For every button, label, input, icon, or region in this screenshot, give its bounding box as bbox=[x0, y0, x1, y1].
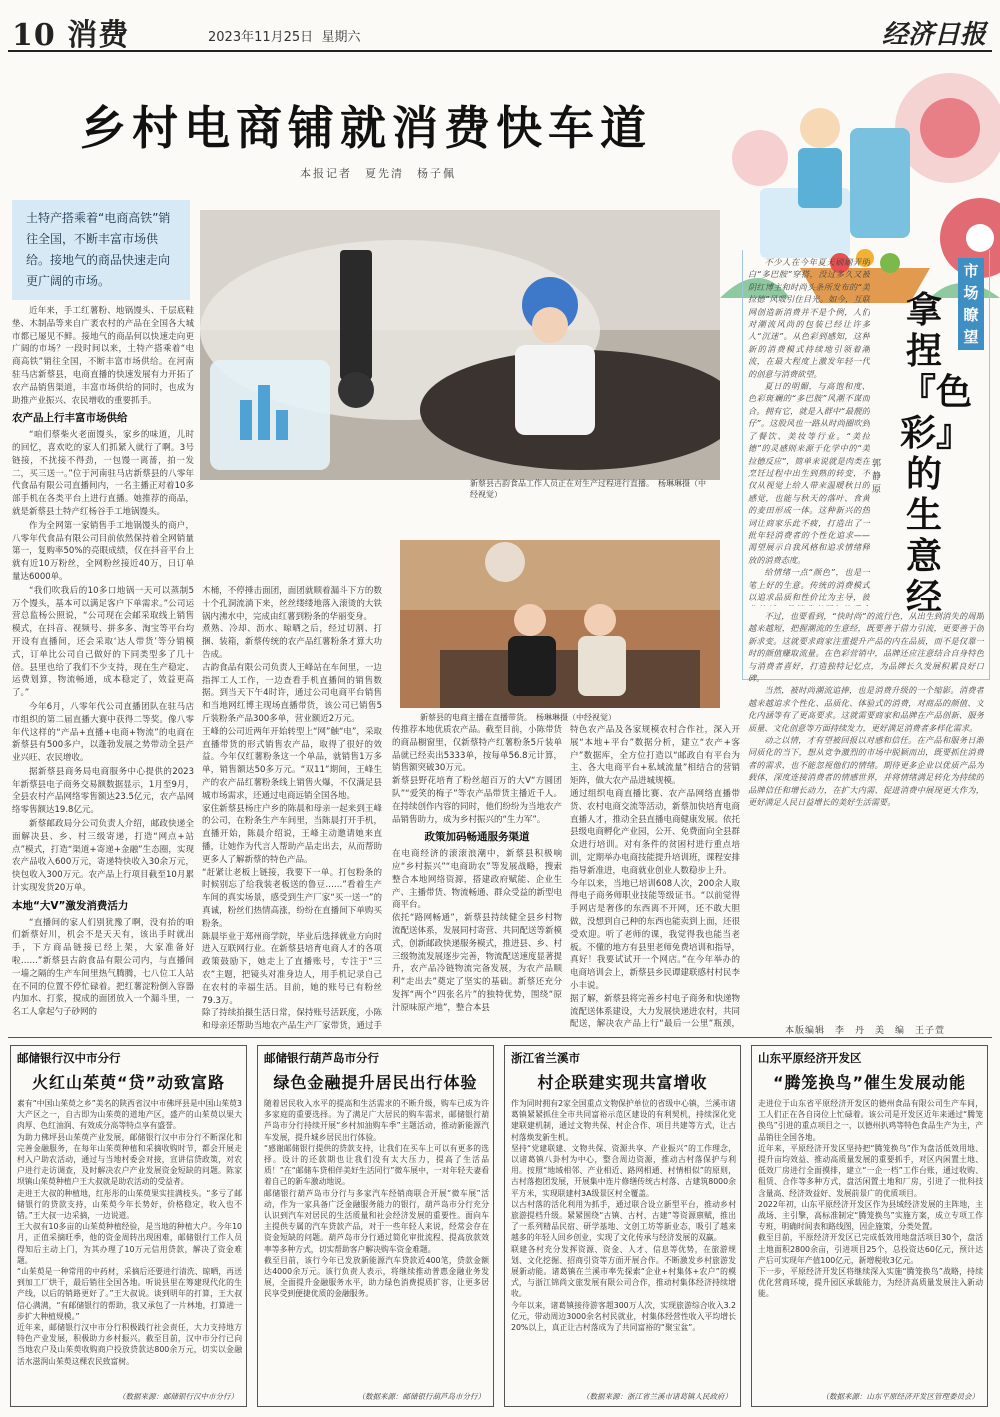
article-byline: 本报记者 夏先清 杨子佩 bbox=[300, 167, 456, 180]
ad-block-2 bbox=[257, 1045, 494, 1407]
subhead-2: 本地“大V”激发消费活力 bbox=[12, 899, 129, 912]
article-headline: 乡村电商铺就消费快车道 bbox=[80, 101, 652, 155]
ads-divider bbox=[8, 1037, 992, 1038]
photo-caption-2: 新蔡县的电商主播在直播带货。 杨琳琳摄（中经视觉） bbox=[420, 713, 616, 722]
newspaper-logo: 经济日报 bbox=[881, 20, 986, 50]
ad-block-4 bbox=[751, 1045, 988, 1407]
article-column-3: 传推荐本地优质农产品。截至目前，小陈带货的商品橱窗里，仅新蔡特产红薯粉条5斤装单品就已经卖出5333单，按每单56.8元计算，销售额突破30万元。 新蔡县野花培育了粉丝超百万的大V“方圆团队”“爱笑的梅子”等农产品带货主播近千人。在持续创作内容的同时，他们纷纷为当地农产品销售助力，成为乡村振兴的“生力军”。 政策加码畅通服务渠道 在电商经济的滚滚浪潮中，新蔡县积极响应“乡村振兴”“电商助农”等发展战略，搜索整合本地网络资源，搭建政府赋能、企业生产、主播带货、物流畅通、群众受益的新型电商平台。 依托“路网畅通”，新蔡县持续健全县乡村物流配送体系，发展同村寄营、共同配送等新模式，创新邮政快递服务模式，推进县、乡、村三级物流发展逐步完善，物流配送速度显著提升，农产品冷链物流完备发展，为农产品顺利“走出去”奠定了坚实的基础。新蔡还充分发挥“两个“四张名片”的独特优势，围绕“原汁原味原产地”，整合本县 bbox=[392, 725, 562, 1013]
sidebar-tag: 市场瞭望 bbox=[958, 258, 984, 350]
sidebar-column: 不少人在今年夏天刷刷弄明白“多巴胺”穿搭，没过多久又被阴红博主和时尚头条所发布的“美拉德”风吸引住目光。如今，互联网创造新消费并不是个例，人们对潮流风尚的包装已经让许多人“沉迷”。从色彩到感知，这种新的消费模式持续地引领着潮流，在最大程度上激发年轻一代的创意与消费欲望。 夏日的明媚，与高饱和度、色彩斑斓的“多巴胺”风潮不谋而合。拥有它，就是入群中“最靓的仔”。这股风也一路从时尚圈吹到了餐饮、美妆等行业。“美拉德”的灵感则来源于化学中的“美拉德反应”，简单来说就是肉类在烹饪过程中出生到熟的转变，不仅从视觉上给人带来温暖秋日的感觉，也能与秋天的落叶、食黄的麦田形成一体。这种新兴的热词让商家乐此不疲，打造出了一批年轻消费者的个性化追求——渴望展示自我风格和追求情绪释放的消费态度。 给情绪一点“颜色”，也是一笔上好的生意。传统的消费模式以追求品质和性价比为主导，彼 bbox=[748, 257, 870, 602]
ad-body: 随着居民收入水平的提高和生活需求的不断升级，购车已成为许多家庭的重要选择。为了满足广大居民的购车需求，邮储银行葫芦岛市分行持续开展“乡村加油购车季”主题活动，推动新能源汽车发展，提升城乡居民出行体验。 “感谢邮储银行提供的贷款支持，让我们在买车上可以有更多的选择。设计的还款期也让我们没有太大压力，提高了生活品质！”在“邮储车贷相伴美好生活同行”微车展中，一对年轻夫妻看着自己的新车激动地说。 邮储银行葫芦岛市分行与多家汽车经销商联合开展“微车展”活动，作为一家具备广泛金融服务能力的银行，葫芦岛市分行充分认识到汽车对居民的生活质量和社会经济发展的重要性。面向车主提供专属的汽车贷款产品，对于一些年轻人来说，经常会存在资金短缺的问题。葫芦岛市分行通过简化审批流程、提高放款效率等多种方式，切实帮助客户解决购车资金难题。 截至目前，该行今年已发放新能源汽车贷款近400笔，贷款金额达4000余万元。该行负责人表示，将继续推动普惠金融业务发展，全面提升金融服务水平，助力绿色消费提质扩容，让更多居民享受到便捷优质的金融服务。 bbox=[264, 1099, 489, 1299]
ad-title: “腾笼换鸟”催生发展动能 bbox=[772, 1073, 967, 1092]
ad-source: （数据来源：山东平原经济开发区管理委员会） bbox=[821, 1392, 979, 1401]
sidebar-author: 郭静原 bbox=[872, 459, 882, 495]
article-column-1: 近年来，手工红薯粉、地锅馒头、千层底鞋垫、木制品等来自广袤农村的产品在全国各大城市都已屡见不鲜。接地气的商品何以快速走向更广阔的市场？一段时间以来，土特产搭乘着“电商高铁”销往全国，不断丰富市场供给。在河南驻马店新蔡县，电商直播的快速发展有力开拓了农产品销售渠道，丰富市场供给的同时，也成为助推产业振兴、农民增收的重要抓手。 农产品上行丰富市场供给 “咱们蔡柴火老面馒头，家乡的味道，儿时的回忆，喜欢吃的家人们抓紧入就行了啊。3号链接，不扰接不得劲，一包馒一离蔷，拍一发二，买三送一。”位于河南驻马店新蔡县的八零年代食品有限公司直播间内，一名主播正对着10多部手机在各类平台上进行直播。她推荐的商品，就是新蔡县土特产红杨谷手工地锅馒头。 作为全网第一家销售手工地锅馒头的商户，八零年代食品有限公司目前依然保持着全网销量第一，复购率50%的亮眼成绩，仅在抖音平台上就有近10万粉丝，全网粉丝接近40万，日订单量达6000单。 “我们吹我后的10多口地锅一天可以蒸制5万个馒头，基本可以满足客户下单需求。”公司运营总监杨公照说，“公司现在会邮采取线上销售模式，在抖音、视频号、拼多多、淘宝等平台均开设有直播间，还会采取‘达人带货’等分销模式，订单比公司自己做好的下同类型多了几十倍。县里也给了我们不少支持，现在生产稳定、运费划算，物流畅通，成本稳定了，效益更高了。” 今年6月，八零年代公司直播团队在驻马店市组织的第二届直播大赛中获得二等奖。像八零年代这样的“产品+直播+电商+物流”的电商在新蔡县有500多户，以蓬勃发展之势带动全县产业兴旺、农民增收。 据新蔡县商务局电商服务中心提供的2023年新蔡县电子商务交易额数据显示，1月至9月，全县农村产品网络零售额达23.5亿元，农产品网络零售额达19.8亿元。 新蔡邮政局分公司负责人介绍，邮政快递全面解决县、乡、村三级寄递，打造“网点+站点”模式，打造“渠道+寄递+金融”生态圈，实现农产品收入600万元，寄递特快收入30余万元，快包收入300万元。农产品上行项目截至10月累计实现发货20万单。 本地“大V”激发消费活力 “直播间的家人们别犹豫了啊，没有抬的咱们新蔡好川，机会不是天天有，该出手时就出手，下方商品链接已经上架，大家准备好啦……”新蔡县古韵食品有限公司内，与直播间一墙之隔的生产车间里热气腾腾，七八位工人站在不同的位置不停忙碌着。把红薯淀粉倒入容器内加水、打浆，搅成的面团放入一个漏斗里，一名工人拿起勺子砂网的 bbox=[12, 306, 194, 1018]
page-number: 10 消费 bbox=[12, 18, 130, 53]
subhead-3: 政策加码畅通服务渠道 bbox=[424, 831, 530, 844]
ad-body: 作为同时拥有2家全国重点文物保护单位的省级中心镇，兰溪市诸葛镇紧紧抓住全市共同富裕示范区建设的有利契机，持续深化党建联建机制，通过文物共保、村企合作、项目共建等方式，让古村落焕发新生机。 坚持“党建联建、文物共保、资源共享、产业振兴”的工作理念，以诸葛镇八卦村为中心，整合周边资源，推动古村落保护与利用。按照“地域相邻、产业相近、路网相通、村情相似”的原则，古村落抱团发展，开展集中连片修缮传统古村落、古建筑8000余平方米，实现联建村3A级景区村全覆盖。 以古村落的活化利用为抓手，通过联合设立新型平台，推动乡村旅游提档升级。紧紧围绕“古镇、古村、古建”等资源禀赋，推出了一系列精品民宿、研学基地、文创工坊等新业态，吸引了越来越多的年轻人回乡创业，实现了文化传承与经济发展的双赢。 联建各村充分发挥资源、资金、人才、信息等优势，在旅游规划、文化挖掘、招商引资等方面开展合作。不断激发乡村旅游发展新动能。诸葛镇在兰溪市率先探索“企业+村集体+农户”的模式，与浙江锦尚文旅发展有限公司合作，推动村集体经济持续增收。 今年以来，诸葛镇接待游客超300万人次，实现旅游综合收入3.2亿元，带动周边3000余名村民就业，村集体经营性收入平均增长20%以上，真正让古村落成为了共同富裕的“聚宝盆”。 bbox=[511, 1099, 736, 1333]
ad-source: （数据来源：邮储银行汉中市分行） bbox=[118, 1392, 238, 1401]
photo-caption-1: 新蔡县古韵食品工作人员正在对生产过程进行直播。 杨琳琳摄（中经视觉） bbox=[470, 479, 706, 499]
ad-source: （数据来源：邮储银行葫芦岛市分行） bbox=[357, 1392, 485, 1401]
ad-org: 山东平原经济开发区 bbox=[758, 1051, 862, 1065]
subhead-1: 农产品上行丰富市场供给 bbox=[12, 412, 128, 425]
article-lead: 土特产搭乘着“电商高铁”销往全国，不断丰富市场供给。接地气的商品快速走向更广阔的市场。 bbox=[12, 200, 190, 300]
ad-body: 走进位于山东省平原经济开发区的德州食品有限公司生产车间，工人们正在各自岗位上忙碌着。该公司是开发区近年来通过“腾笼换鸟”引进的重点项目之一，以德州扒鸡等特色食品生产为主，产品销往全国各地。 近年来，平原经济开发区坚持把“腾笼换鸟”作为盘活低效用地、提升亩均效益、推动高质量发展的重要抓手，对区内闲置土地、低效厂房进行全面摸排，建立“一企一档”工作台账，通过收购、租赁、合作等多种方式，盘活闲置土地和厂房，引进了一批科技含量高、经济效益好、发展前景广的优质项目。 2022年初，山东平原经济开发区作为县域经济发展的主阵地，主战场、主引擎，高标准制定“腾笼换鸟”实施方案，成立专项工作专班，明确时间表和路线图，因企施策，分类处置。 截至目前，平原经济开发区已完成低效用地盘活项目30个，盘活土地面积2800余亩，引进项目25个，总投资达60亿元，预计达产后可实现年产值100亿元，新增税收3亿元。 下一步，平原经济开发区将继续深入实施“腾笼换鸟”战略，持续优化营商环境，提升园区承载能力，为经济高质量发展注入新动能。 bbox=[758, 1099, 983, 1299]
photo-livestream-factory bbox=[200, 210, 720, 480]
ad-org: 邮储银行汉中市分行 bbox=[17, 1051, 121, 1065]
ad-title: 火红山茱萸“贷”动致富路 bbox=[31, 1073, 226, 1092]
sidebar-headline: 拿捏『色彩』的生意经 bbox=[900, 289, 973, 618]
article-column-2: 木桶，不停捶击面团，面团就顺着漏斗下方的数十个孔洞流淌下来，丝丝缕缕地落入滚烫的大铁锅内沸水中，完成由红薯到粉条的华丽变身。 煮熟、冷却、沥水、晾晒之后，经过切割、打捆、装箱，新蔡传统的农产品红薯粉条才算大功告成。 古韵食品有限公司负责人王峰站在车间里，一边指挥工人工作，一边查看手机直播间的销售数据。到当天下午4时许，通过公司电商平台销售和当地网红博主现场直播带货，该公司已销售5斤装粉条产品300多单，营业额近2万元。 王峰的公司近两年开始转型上“网”触“电”，采取直播带货的形式销售农产品，取得了很好的效益。今年仅红薯粉条这一个单品，就销售1万多单，销售额达50多万元。“双11”期间，王峰生产的农产品红薯粉条线上销售火爆，不仅满足县城市场需求，还通过电商远销全国各地。 家住新蔡县杨庄户乡的陈晨和母亲一起来到王峰的公司，在粉条生产车间里，当陈晨打开手机，直播开始，陈晨介绍说，王峰主动邀请她来直播，让她作为代言人帮助产品走出去，从而帮助更多人了解新蔡的特色产品。 “赶紧让老板上链接，我要下一单。打包粉条的时候别忘了给我装老板送的鲁豆……”看着生产车间的真实场景，感受到生产厂家“买一送一”的真诚，粉丝们热情高涨，纷纷在直播间下单购买粉条。 陈晨毕业于郑州商学院，毕业后选择就业方向时进入互联网行业。在新蔡县培育电商人才的各项政策鼓励下，她走上了直播账号，专注于“三农”主题，把镜头对准身边人，用手机记录自己在农村的幸福生活。目前，她的账号已有粉丝79.3万。 除了持续拍摄生活日常，保持账号活跃度，小陈和母亲还帮助当地农产品生产厂家带货，通过手 bbox=[202, 586, 382, 1031]
masthead bbox=[8, 8, 992, 52]
issue-date: 2023年11月25日 星期六 bbox=[208, 30, 361, 45]
ad-block-3 bbox=[504, 1045, 741, 1407]
ad-block-1 bbox=[10, 1045, 247, 1407]
photo-livestream-hosts bbox=[400, 540, 720, 708]
ad-body: 素有“中国山茱萸之乡”美名的陕西省汉中市佛坪县是中国山茱萸3大产区之一，自古即为山茱萸的道地产区，盛产的山茱萸以果大肉厚、色红油润、有效成分高等特点享有盛誉。 为助力佛坪县山茱萸产业发展，邮储银行汉中市分行不断深化和完善金融服务，在每年山茱萸种植和采摘收购时节，都会开展走村入户助农活动，通过与当地村委会对接，宣讲信贷政策，对农户进行走访调查，及时解决农户产业发展资金短缺的问题。陈家坝镇山茱萸种植户王大叔就是助农活动的受益者。 走进王大叔的种植地，红彤彤的山茱萸果实挂满枝头。“多亏了邮储银行的贷款支持，山茱萸今年长势好，价格稳定，收入也不错。”王大叔一边采摘，一边说道。 王大叔有10多亩的山茱萸种植经验，是当地的种植大户。今年10月，正值采摘旺季，他的资金周转出现困难，邮储银行工作人员得知后主动上门，为其办理了10万元信用贷款，解决了资金难题。 “山茱萸是一种常用的中药材，采摘后还要进行清洗、晾晒，再送到加工厂烘干，最后销往全国各地。听说县里在筹建现代化的生产线，以后的销路更好了。”王大叔说。谈到明年的打算，王大叔信心满满，“有邮储银行的帮助，我又承包了一片林地，打算进一步扩大种植规模。” 近年来，邮储银行汉中市分行积极践行社会责任，大力支持地方特色产业发展，积极助力乡村振兴。截至目前，汉中市分行已向当地农户及山茱萸收购商户投放贷款达800余万元，切实以金融活水滋润山茱萸这棵农民致富树。 bbox=[17, 1099, 242, 1366]
ad-source: （数据来源：浙江省兰溪市诸葛镇人民政府） bbox=[582, 1392, 732, 1401]
sidebar-continuation: 不过，也要看到，“快时尚”的流行色，从出生到消失的周期越来越短，把握潮流的生意经，既要善于借力引流，更要善于创新求变。这就要求商家注重提升产品的内在品质，而不是仅靠一时的颜值赚取流量。在色彩营销中，品牌还应注意结合自身特色与消费者喜好，打造独特记忆点，为品牌长久发展积累良好口碑。 当然，被时尚潮流追捧，也是消费升级的一个缩影。消费者越来越追求个性化、品质化、体验式的消费，对商品的颜值、文化内涵等有了更高要求。这就需要商家和品牌在产品创新、服务质量、文化创意等方面持续发力，更好满足消费者多样化需求。 动之以情，才有望被回报以对感和信任。在产品和服务日渐同质化的当下，想从竞争激烈的市场中脱颖而出，既要抓住消费者的需求，也不能忽视他们的情绪。期待更多企业以优质产品为载体，深度连接消费者的情感世界，并将情绪满足转化为持续的品牌信任和增长动力，在扩大内需、促进消费中展现更大作为，更好满足人民日益增长的美好生活需要。 bbox=[748, 611, 984, 808]
ad-org: 邮储银行葫芦岛市分行 bbox=[264, 1051, 379, 1065]
ad-org: 浙江省兰溪市 bbox=[511, 1051, 580, 1065]
ad-title: 绿色金融提升居民出行体验 bbox=[273, 1073, 478, 1092]
page-editors: 本版编辑 李 丹 美 编 王子萱 bbox=[785, 1026, 946, 1036]
article-column-4: 特色农产品及各家规模农村合作社，深入开展“本地+平台”数据分析，建立“农产+客户”数据库，全方位打造以“邮政自有平台为主、各大电商平台+私域流量”相结合的营销矩阵，做大农产品进城规模。 通过组织电商直播比赛、农产品网络直播带货、农村电商交流等活动，新蔡加快培育电商直播人才，推动全县直播电商健康发展。依托县级电商孵化产业园，公开、免费面向全县群众进行培训。对有条件的贫困村进行重点培训，定期举办电商技能提升培训班，课程安排指导新准进，电商就业创业人数稳步上升。 今年以来，当地已培训608人次，200余人取得电子商务师职业技能等级证书。“以前觉得手网店是奢侈的东西离不开网，还不敢大胆做，没想到自己种的东西也能卖到上面，还很受欢迎。听了老师的课，我觉得我也能当老板。不懂的地方有县里老师免费培训和指导，真好！我要试试开一个网店。”在今年举办的电商培训会上，新蔡县乡民谭建联感村村民李小丰说。 据了解，新蔡县将完善乡村电子商务和快递物流配送体系建设，大力发展快递进农村，共同配送，解决农产品上行“最后一公里”瓶颈， bbox=[570, 725, 740, 1030]
ad-title: 村企联建实现共富增收 bbox=[537, 1073, 708, 1092]
